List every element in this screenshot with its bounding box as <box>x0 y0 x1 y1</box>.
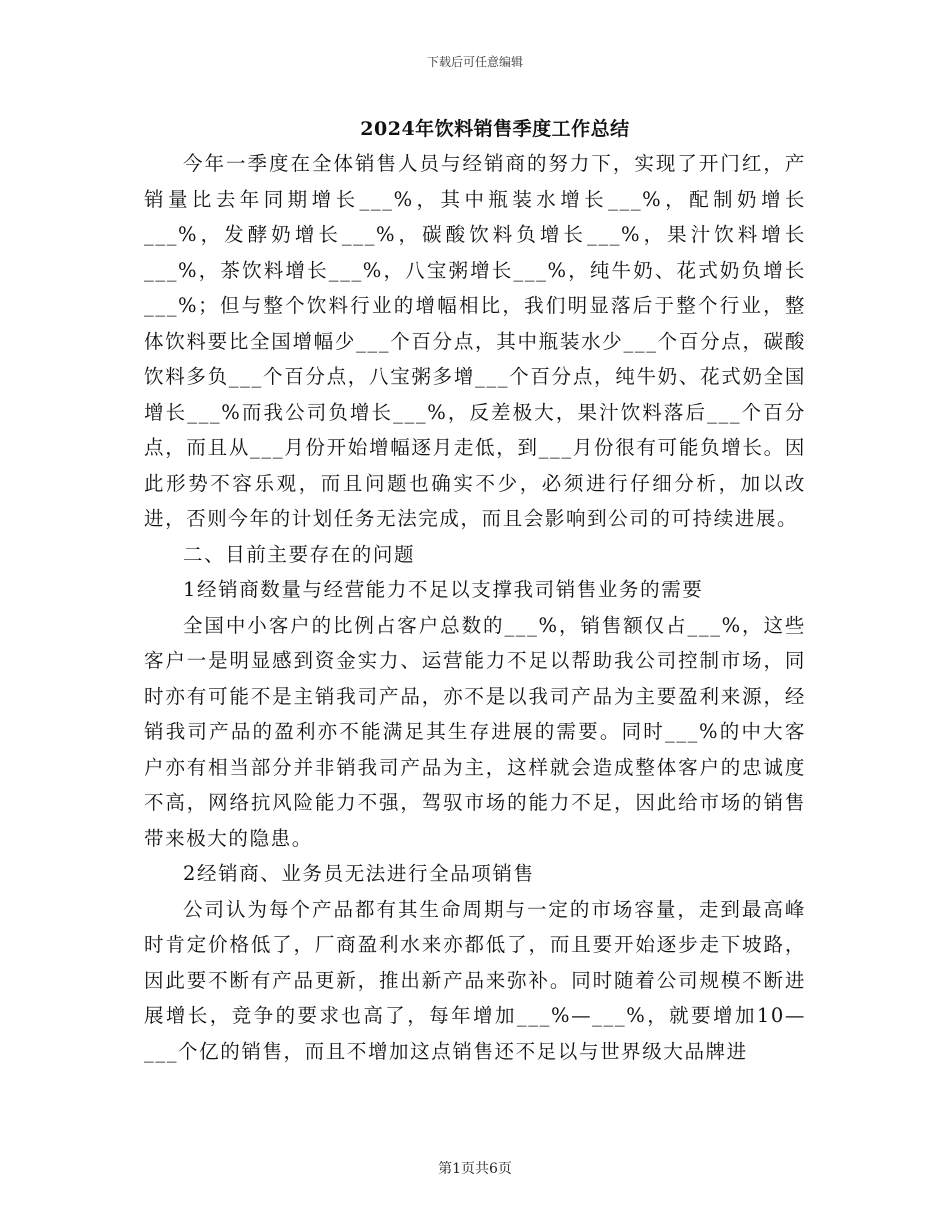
page-header-note: 下载后可任意编辑 <box>426 55 523 69</box>
document-title: 2024年饮料销售季度工作总结 <box>360 118 630 140</box>
paragraph-customers: 全国中小客户的比例占客户总数的___%，销售额仅占___%，这些客户一是明显感到资金实力、运营能力不足以帮助我公司控制市场，同时亦有可能不是主销我司产品，亦不是以我司产品为主要盈利来源，经销我司产品的盈利亦不能满足其生存进展的需要。同时___%的中大客户亦有相当部分并非销我司产品为主，这样就会造成整体客户的忠诚度不高，网络抗风险能力不强，驾驭市场的能力不足，因此给市场的销售带来极大的隐患。 <box>144 613 806 850</box>
subheading-2: 2经销商、业务员无法进行全品项销售 <box>183 862 535 885</box>
document-body <box>144 146 806 1069</box>
page-number: 第1页共6页 <box>438 1161 512 1177</box>
subheading-1: 1经销商数量与经营能力不足以支撑我司销售业务的需要 <box>183 578 704 601</box>
paragraph-products: 公司认为每个产品都有其生命周期与一定的市场容量，走到最高峰时肯定价格低了，厂商盈利水来亦都低了，而且要开始逐步走下坡路，因此要不断有产品更新，推出新产品来弥补。同时随着公司规模不断进展增长，竞争的要求也高了，每年增加___%—___%，就要增加10—___个亿的销售，而且不增加这点销售还不足以与世界级大品牌进 <box>144 897 806 1063</box>
section-heading-problems: 二、目前主要存在的问题 <box>183 542 416 566</box>
paragraph-intro: 今年一季度在全体销售人员与经销商的努力下，实现了开门红，产销量比去年同期增长___%，其中瓶装水增长___%，配制奶增长___%，发酵奶增长___%，碳酸饮料负增长___%，果汁饮料增长___%，茶饮料增长___%，八宝粥增长___%，纯牛奶、花式奶负增长___%；但与整个饮料行业的增幅相比，我们明显落后于整个行业，整体饮料要比全国增幅少___个百分点，其中瓶装水少___个百分点，碳酸饮料多负___个百分点，八宝粥多增___个百分点，纯牛奶、花式奶全国增长___%而我公司负增长___%，反差极大，果汁饮料落后___个百分点，而且从___月份开始增幅逐月走低，到___月份很有可能负增长。因此形势不容乐观，而且问题也确实不少，必须进行仔细分析，加以改进，否则今年的计划任务无法完成，而且会影响到公司的可持续进展。 <box>144 152 806 530</box>
